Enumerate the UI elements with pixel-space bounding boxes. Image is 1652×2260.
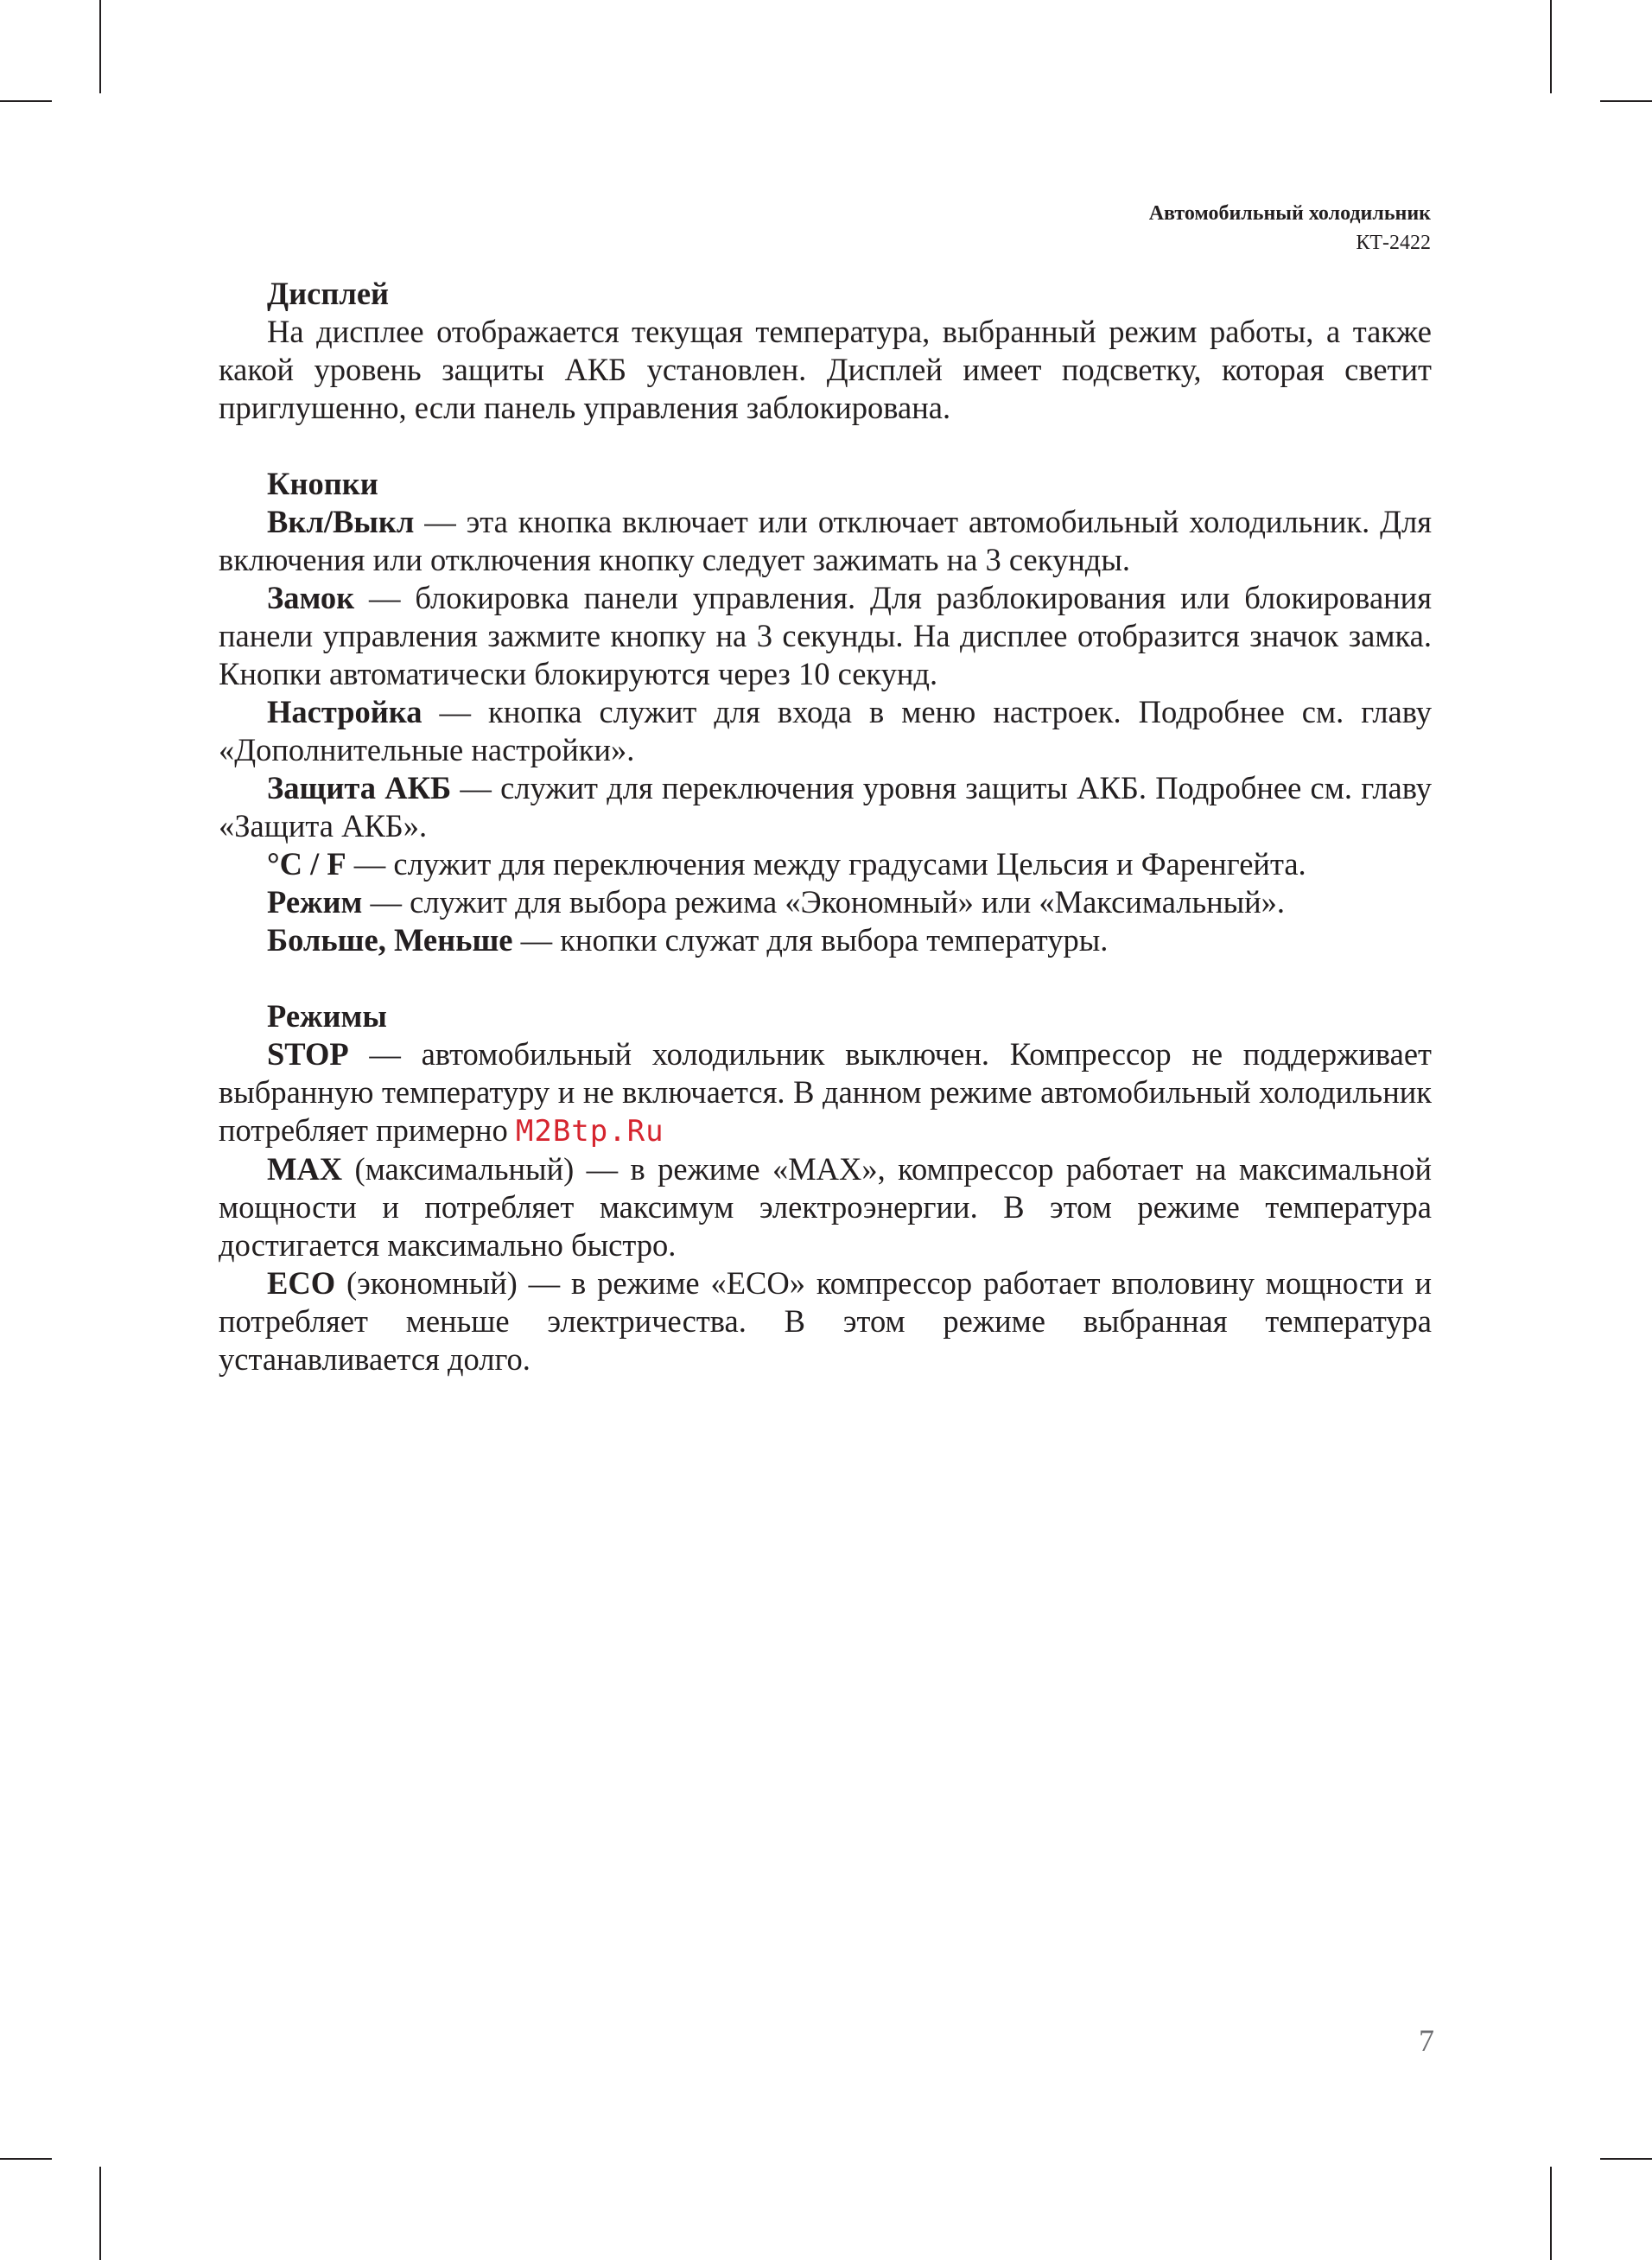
crop-mark [99, 0, 101, 93]
mode-term: ECO [267, 1265, 336, 1301]
mode-term: STOP [267, 1036, 349, 1072]
button-description [219, 579, 1432, 693]
crop-mark [1600, 100, 1652, 102]
button-text: — кнопка служит для входа в меню настроек. Подробнее см. главу «Дополнительные настройки». [219, 694, 1432, 767]
running-header [1149, 199, 1431, 258]
mode-description-max [219, 1150, 1432, 1264]
button-text: — служит для переключения уровня защиты АКБ. Подробнее см. главу «Защита АКБ». [219, 770, 1432, 844]
crop-mark [0, 100, 52, 102]
crop-mark [0, 2158, 52, 2160]
page-number: 7 [1419, 2023, 1434, 2058]
section-heading-display: Дисплей [267, 276, 390, 311]
mode-description-stop [219, 1035, 1432, 1150]
button-description [219, 693, 1432, 769]
mode-text: (экономный) — в режиме «ECO» компрессор работает вполовину мощности и потребляет меньше электричества. В этом режиме выбранная температура устанавливается долго. [219, 1265, 1432, 1377]
display-paragraph: На дисплее отображается текущая температура, выбранный режим работы, а также какой уровень защиты АКБ установлен. Дисплей имеет подсветку, которая светит приглушенно, если панель управления заблокирована. [219, 314, 1432, 425]
button-text: — блокировка панели управления. Для разблокирования или блокирования панели управления зажмите кнопку на 3 секунды. На дисплее отобразится значок замка. Кнопки автоматически блокируются через 10 секунд. [219, 580, 1432, 691]
section-heading-buttons: Кнопки [267, 466, 378, 501]
button-description [219, 883, 1432, 921]
section-heading-modes: Режимы [267, 998, 387, 1034]
header-title: Автомобильный холодильник [1148, 202, 1431, 225]
button-description [219, 769, 1432, 845]
button-text: — кнопки служат для выбора температуры. [512, 922, 1109, 958]
button-text: — служит для выбора режима «Экономный» или «Максимальный». [362, 884, 1286, 920]
button-term: Режим [267, 884, 363, 920]
button-text: — эта кнопка включает или отключает автомобильный холодильник. Для включения или отключения кнопку следует зажимать на 3 секунды. [219, 504, 1432, 577]
button-term: Защита АКБ [267, 770, 452, 805]
button-description [219, 503, 1432, 579]
button-term: Вкл/Выкл [267, 504, 415, 539]
button-description [219, 845, 1432, 883]
spacer [219, 959, 1432, 997]
crop-mark [1550, 2167, 1552, 2260]
button-text: — служит для переключения между градусами Цельсия и Фаренгейта. [346, 846, 1306, 882]
crop-mark [1550, 0, 1552, 93]
watermark-text: M2Btp.Ru [515, 1114, 664, 1149]
button-term: Замок [267, 580, 355, 615]
mode-text: — автомобильный холодильник выключен. Компрессор не поддерживает выбранную температуру и не включается. В данном режиме автомобильный холодильник потребляет примерно [219, 1036, 1432, 1148]
button-term: °C / F [267, 846, 346, 882]
mode-text: (максимальный) — в режиме «MAX», компрессор работает на максимальной мощности и потребляет максимум электроэнергии. В этом режиме температура достигается максимально быстро. [219, 1151, 1432, 1263]
spacer [219, 427, 1432, 465]
header-model: КТ-2422 [1356, 232, 1431, 254]
mode-term: MAX [267, 1151, 343, 1187]
mode-description-eco [219, 1264, 1432, 1378]
crop-mark [99, 2167, 101, 2260]
button-description [219, 921, 1432, 959]
page-content [219, 275, 1432, 1378]
crop-mark [1600, 2158, 1652, 2160]
button-term: Больше, Меньше [267, 922, 513, 958]
button-term: Настройка [267, 694, 423, 729]
